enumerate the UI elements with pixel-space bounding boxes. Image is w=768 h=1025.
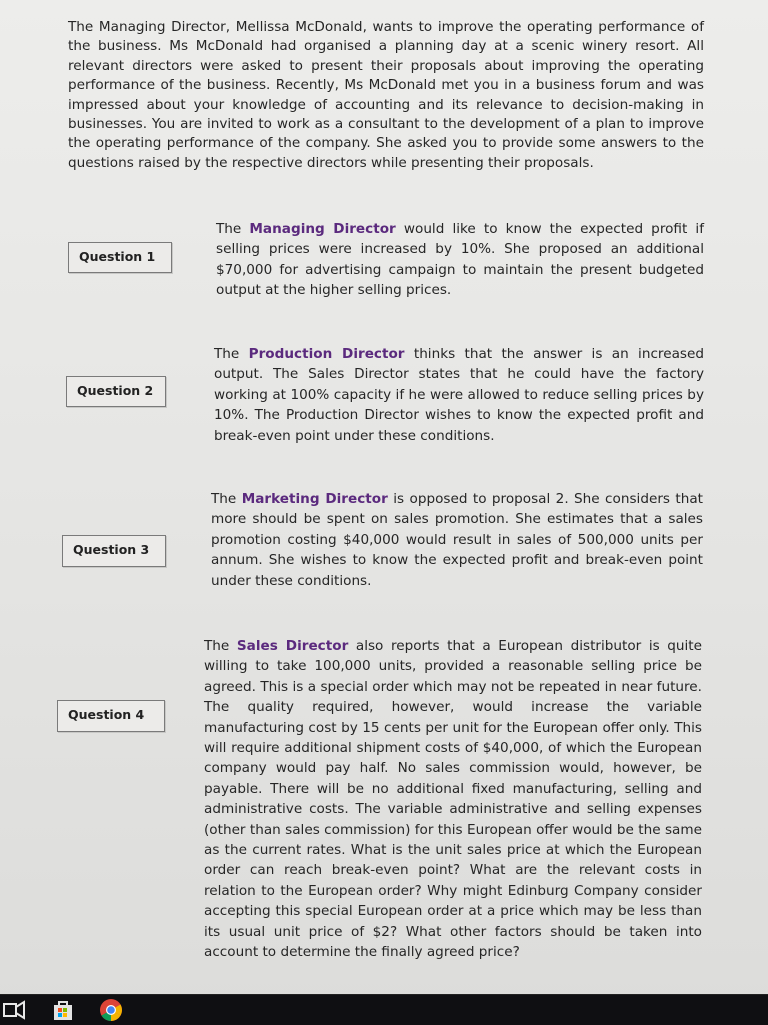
role-managing-director: Managing Director <box>249 221 396 237</box>
chrome-icon[interactable] <box>98 998 124 1022</box>
question-1-text: The Managing Director would like to know the expected profit if selling prices were increased by 10%. She proposed an additional $70,000 for advertising campaign to maintain the present budgeted output at the higher selling prices. <box>216 221 704 299</box>
intro-paragraph: The Managing Director, Mellissa McDonald, wants to improve the operating performance of the business. Ms McDonald had organised a planning day at a scenic winery resort. All relevant directors were asked to present their proposals about improving the operating performance of the business. Recently, Ms McDonald met you in a business forum and was impressed about your knowledge of accounting and its relevance to decision-making in businesses. You are invited to work as a consultant to the development of a plan to improve the operating performance of the company. She asked you to provide some answers to the questions raised by the respective directors while presenting their proposals. <box>68 19 704 171</box>
task-view-icon[interactable] <box>2 998 28 1022</box>
taskbar <box>0 994 768 1025</box>
question-1-label: Question 1 <box>68 242 172 273</box>
role-production-director: Production Director <box>248 346 405 362</box>
question-4-text: The Sales Director also reports that a European distributor is quite willing to take 100,000 units, provided a reasonable selling price be agreed. This is a special order which may not be repeated in near future. The quality required, however, would increase the variable manufacturing cost by 15 cents per unit for the European offer only. This will require additional shipment costs of $40,000, of which the European company would pay half. No sales commission would, however, be payable. There will be no additional fixed manufacturing, selling and administrative costs. The variable administrative and selling expenses (other than sales commission) for this European offer would be the same as the current rates. What is the unit sales price at which the European order can reach break-even point? What are the relevant costs in relation to the European order? Why might Edinburg Company consider accepting this special European order at a price which may be less than its usual unit price of $2? What other factors should be taken into account to determine the finally agreed price? <box>204 638 702 961</box>
store-icon[interactable] <box>50 998 76 1022</box>
question-3-label: Question 3 <box>62 535 166 567</box>
question-4-label: Question 4 <box>57 700 165 732</box>
question-2-label: Question 2 <box>66 376 166 407</box>
question-2-text: The Production Director thinks that the answer is an increased output. The Sales Director states that he could have the factory working at 100% capacity if he were allowed to reduce selling prices by 10%. The Production Director wishes to know the expected profit and break-even point under these conditions. <box>214 346 704 444</box>
role-marketing-director: Marketing Director <box>241 491 388 507</box>
role-sales-director: Sales Director <box>236 638 349 654</box>
question-3-text: The Marketing Director is opposed to proposal 2. She considers that more should be spent on sales promotion. She estimates that a sales promotion costing $40,000 would result in sales of 500,000 units per annum. She wishes to know the expected profit and break-even point under these conditions. <box>211 491 703 589</box>
